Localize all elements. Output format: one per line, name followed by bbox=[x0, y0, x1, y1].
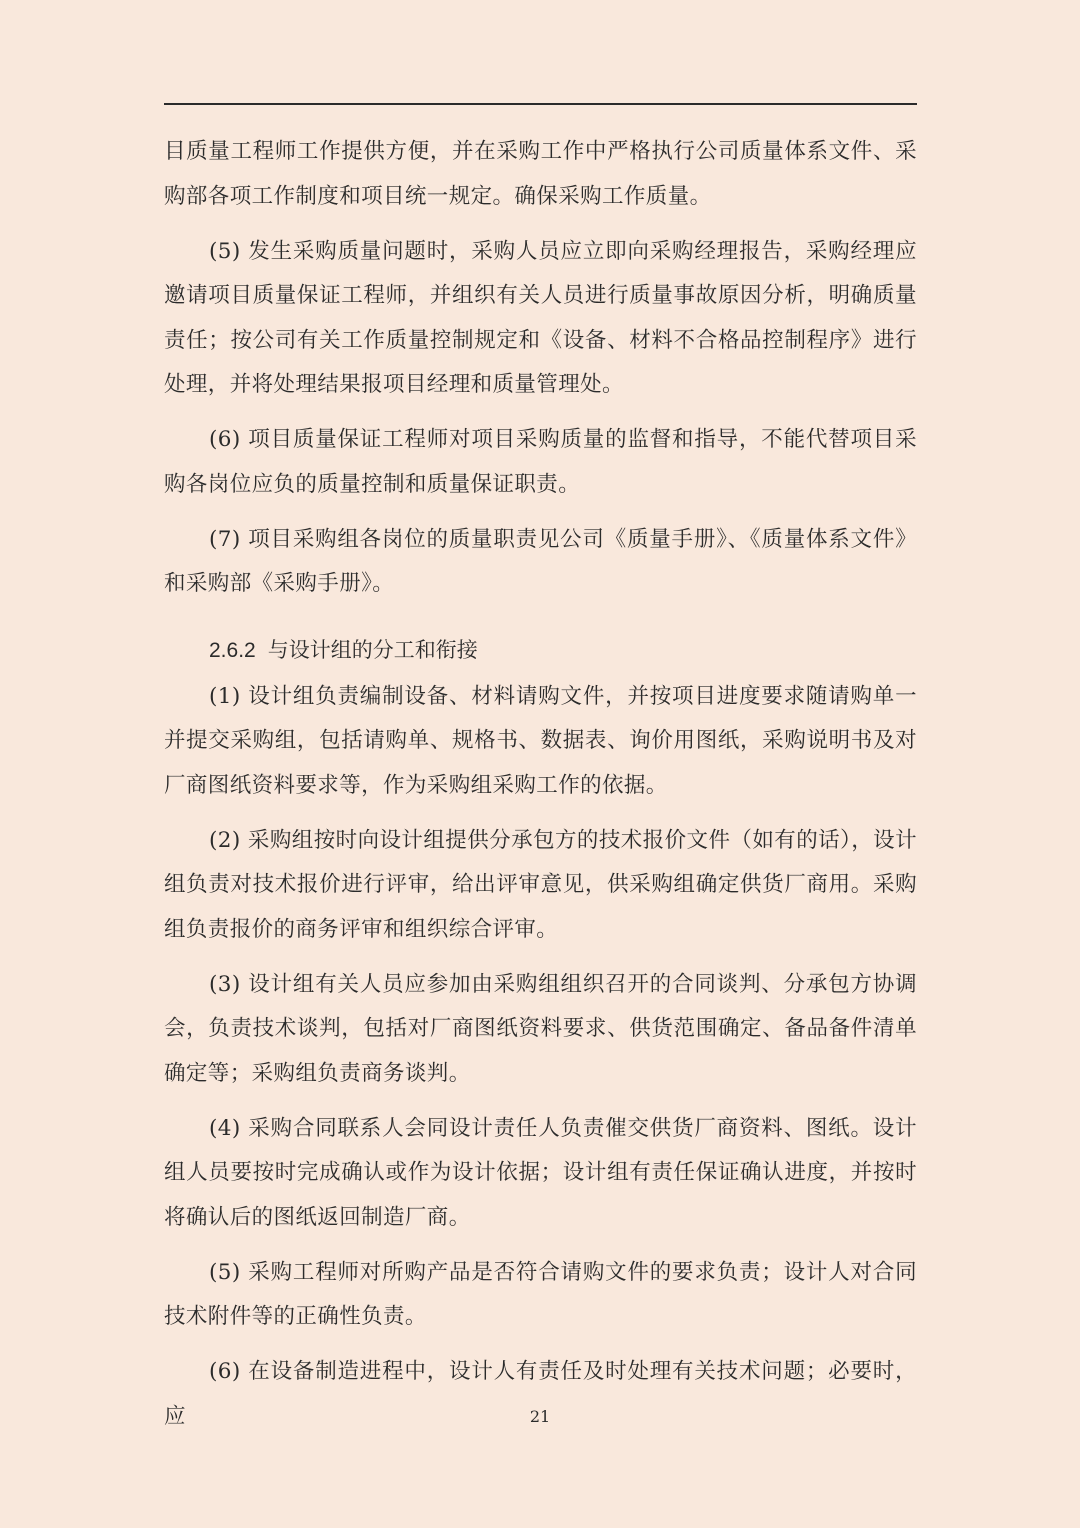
page-content bbox=[164, 130, 917, 1450]
section-number: 2.6.2 bbox=[209, 638, 256, 662]
paragraph-item-5: (5) 发生采购质量问题时，采购人员应立即向采购经理报告，采购经理应邀请项目质量保证工程师，并组织有关人员进行质量事故原因分析，明确质量责任；按公司有关工作质量控制规定和《设备、材料不合格品控制程序》进行处理，并将处理结果报项目经理和质量管理处。 bbox=[164, 238, 917, 397]
paragraph-item-7: (7) 项目采购组各岗位的质量职责见公司《质量手册》、《质量体系文件》和采购部《采购手册》。 bbox=[164, 526, 917, 596]
paragraph-item-6: (6) 项目质量保证工程师对项目采购质量的监督和指导，不能代替项目采购各岗位应负的质量控制和质量保证职责。 bbox=[164, 427, 917, 497]
section-paragraph-2: (2) 采购组按时向设计组提供分承包方的技术报价文件（如有的话），设计组负责对技术报价进行评审，给出评审意见，供采购组确定供货厂商用。采购组负责报价的商务评审和组织综合评审。 bbox=[164, 827, 917, 942]
section-heading bbox=[164, 628, 917, 673]
header-rule bbox=[164, 103, 917, 105]
section-paragraph-1: (1) 设计组负责编制设备、材料请购文件，并按项目进度要求随请购单一并提交采购组，包括请购单、规格书、数据表、询价用图纸，采购说明书及对厂商图纸资料要求等，作为采购组采购工作的依据。 bbox=[164, 683, 917, 798]
section-paragraph-3: (3) 设计组有关人员应参加由采购组组织召开的合同谈判、分承包方协调会，负责技术谈判，包括对厂商图纸资料要求、供货范围确定、备品备件清单确定等；采购组负责商务谈判。 bbox=[164, 971, 917, 1086]
page-number: 21 bbox=[529, 1407, 551, 1426]
section-paragraph-6: (6) 在设备制造进程中，设计人有责任及时处理有关技术问题；必要时，应 bbox=[164, 1359, 917, 1429]
section-title: 与设计组的分工和衔接 bbox=[267, 637, 478, 662]
section-paragraph-5: (5) 采购工程师对所购产品是否符合请购文件的要求负责；设计人对合同技术附件等的正确性负责。 bbox=[164, 1259, 917, 1329]
paragraph-continuation: 目质量工程师工作提供方便，并在采购工作中严格执行公司质量体系文件、采购部各项工作制度和项目统一规定。确保采购工作质量。 bbox=[164, 139, 917, 209]
section-paragraph-4: (4) 采购合同联系人会同设计责任人负责催交供货厂商资料、图纸。设计组人员要按时完成确认或作为设计依据；设计组有责任保证确认进度，并按时将确认后的图纸返回制造厂商。 bbox=[164, 1115, 917, 1230]
